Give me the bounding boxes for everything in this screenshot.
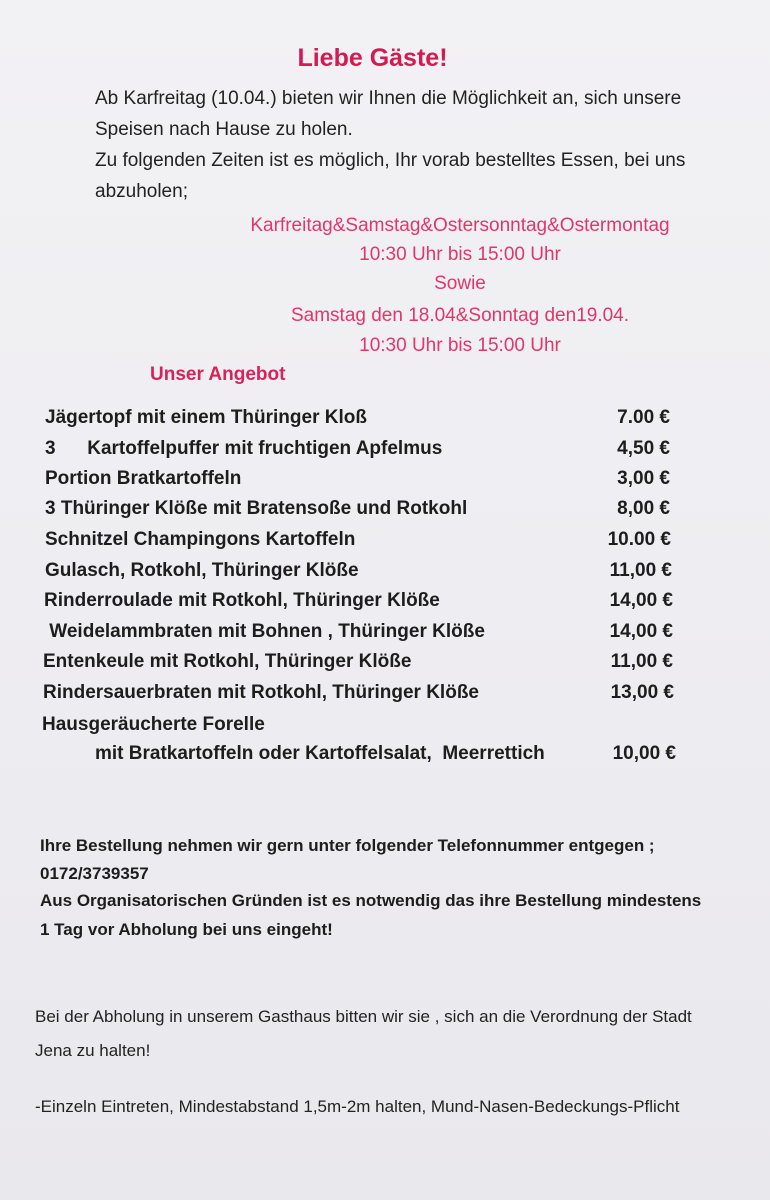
menu-item-name: Portion Bratkartoffeln <box>45 468 242 489</box>
intro-line-4: abzuholen; <box>95 181 188 202</box>
menu-item-name: Jägertopf mit einem Thüringer Kloß <box>45 407 367 428</box>
menu-item-price: 3,00 € <box>617 468 670 489</box>
menu-item-price: 10.00 € <box>607 529 671 550</box>
menu-item-name: 3 Kartoffelpuffer mit fruchtigen Apfelmus <box>45 438 443 459</box>
menu-item-name: Weidelammbraten mit Bohnen , Thüringer Klöße <box>44 621 485 642</box>
notice-line-1: Bei der Abholung in unserem Gasthaus bitten wir sie , sich an die Verordnung der Stadt <box>35 1007 692 1026</box>
pickup-hours-1: 10:30 Uhr bis 15:00 Uhr <box>359 244 561 265</box>
menu-item-price: 8,00 € <box>617 498 670 519</box>
notice-line-3: -Einzeln Eintreten, Mindestabstand 1,5m-2m halten, Mund-Nasen-Bedeckungs-Pflicht <box>35 1097 680 1116</box>
page-title: Liebe Gäste! <box>297 44 448 72</box>
menu-item-name: 3 Thüringer Klöße mit Bratensoße und Rotkohl <box>45 498 468 519</box>
menu-item-name: Gulasch, Rotkohl, Thüringer Klöße <box>45 560 359 581</box>
order-line-4: 1 Tag vor Abholung bei uns eingeht! <box>40 920 333 939</box>
menu-item-price: 11,00 € <box>609 560 672 581</box>
order-line-1: Ihre Bestellung nehmen wir gern unter folgender Telefonnummer entgegen ; <box>40 836 655 855</box>
menu-item-price: 14,00 € <box>609 590 673 611</box>
menu-item-price: 13,00 € <box>610 682 674 703</box>
offer-heading: Unser Angebot <box>150 364 286 385</box>
pickup-days-1: Karfreitag&Samstag&Ostersonntag&Ostermontag <box>250 215 670 236</box>
menu-item-price: 10,00 € <box>612 743 676 764</box>
menu-item-name: Rinderroulade mit Rotkohl, Thüringer Klöße <box>44 590 440 611</box>
menu-item-name: Schnitzel Champingons Kartoffeln <box>45 529 356 550</box>
notice-line-2: Jena zu halten! <box>35 1041 151 1060</box>
menu-item-price: 4,50 € <box>617 438 670 459</box>
menu-item-name: mit Bratkartoffeln oder Kartoffelsalat, Meerrettich <box>95 743 545 764</box>
order-line-3: Aus Organisatorischen Gründen ist es notwendig das ihre Bestellung mindestens <box>40 891 702 910</box>
menu-item-price: 7.00 € <box>617 407 670 428</box>
menu-item-price: 11,00 € <box>610 651 673 672</box>
phone-number: 0172/3739357 <box>40 864 149 883</box>
intro-line-2: Speisen nach Hause zu holen. <box>95 119 353 140</box>
menu-item-name: Rindersauerbraten mit Rotkohl, Thüringer Klöße <box>43 682 479 703</box>
menu-item-name: Hausgeräucherte Forelle <box>42 714 265 735</box>
pickup-sowie: Sowie <box>434 273 486 294</box>
menu-item-name: Entenkeule mit Rotkohl, Thüringer Klöße <box>43 651 412 672</box>
pickup-days-2: Samstag den 18.04&Sonntag den19.04. <box>290 305 630 326</box>
pickup-hours-2: 10:30 Uhr bis 15:00 Uhr <box>359 335 561 356</box>
intro-line-3: Zu folgenden Zeiten ist es möglich, Ihr vorab bestelltes Essen, bei uns <box>95 150 686 171</box>
menu-item-price: 14,00 € <box>609 621 673 642</box>
intro-line-1: Ab Karfreitag (10.04.) bieten wir Ihnen die Möglichkeit an, sich unsere <box>95 88 682 109</box>
